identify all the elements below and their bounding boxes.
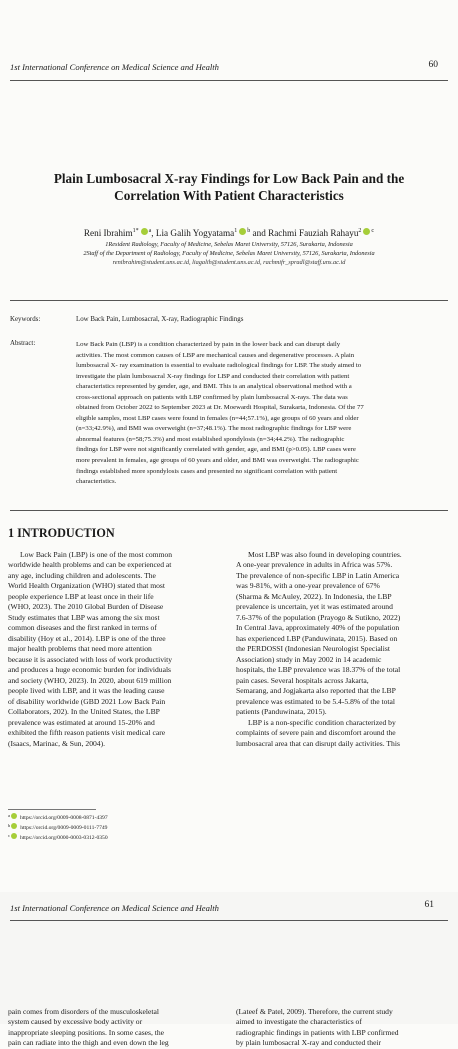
text-line: common diseases and the first ranked in terms of [8,623,157,633]
text-line: (Sharma & McAuley, 2022). In Indonesia, the LBP [236,591,392,601]
abstract-line: Low Back Pain (LBP) is a condition characterized by pain in the lower back and can disrupt daily [76,341,341,348]
abstract-line: investigate the plain lumbosacral X-ray findings for LBP and conducted their correlation with patient [76,372,350,380]
abstract-line: activities. The most common causes of LBP are mechanical causes and degenerative processes. A plain [76,351,355,359]
abstract-line: lumbosacral X- ray examination is essential to evaluate radiological findings for LBP. The study aimed to [76,362,362,370]
abstract-label: Abstract: [10,340,36,347]
text-line: prevalence is uncertain, yet it was estimated around [236,602,393,612]
text-line: was 9-81%, with a one-year prevalence of 67% [236,581,380,591]
divider [10,510,448,511]
header-rule [10,920,448,921]
page-number: 60 [428,60,438,70]
keywords-label: Keywords: [10,316,41,323]
divider [10,300,448,301]
text-line: prevalence was estimated to be 5.4-5.8% of the total [236,696,395,706]
conference-name: 1st International Conference on Medical Science and Health [10,903,219,913]
text-line: people experience LBP at least once in their life [8,591,154,601]
abstract-line: (n=33;42.9%), and BMI was overweight (n=37;48.1%). The most radiographic findings for LBP were [76,425,352,433]
orcid-icon[interactable] [239,228,246,235]
text-line: pain can radiate into the thigh and even down the leg [8,1038,169,1048]
conference-name: 1st International Conference on Medical Science and Health [10,62,219,72]
text-line: and produces a huge economic burden for individuals [8,665,172,675]
text-line: the PERDOSSI (Indonesian Neurologist Specialist [236,644,390,654]
text-line: Association) study in May 2002 in 14 academic [236,654,382,664]
section-heading: 1 INTRODUCTION [8,526,115,540]
left-column [8,550,219,749]
text-line: major health problems that need more attention [8,644,152,654]
text-line: and society (WHO, 2023). In 2020, about 619 million [8,675,172,685]
author: Rachmi Fauziah Rahayu$^2$ $^c$ [268,228,375,239]
abstract-line: abnormal features (n=58;75.3%) and most established spondylosis (n=34;44.2%). The radiographic [76,435,345,443]
footnote-a: $^a$ https://orcid.org/0009-0008-0871-4397 [8,813,108,821]
author-separator: and [250,228,269,239]
abstract-line: eligible samples, most LBP cases were found in females (n=44;57.1%), age groups of 60 years and older [76,414,359,422]
abstract-line: findings for LBP were not significantly correlated with gender, age, and BMI (p>0.05). LBP cases were [76,446,356,454]
text-line: Semarang, and Jogjakarta also reported that the LBP [236,686,396,696]
text-line: A one-year prevalence in adults in Africa was 57%. [236,560,393,570]
text-line: patients (Panduwinata, 2015). [236,707,327,717]
author-separator: , [151,228,156,239]
text-line: In Central Java, approximately 40% of the population [236,623,400,633]
footnote-rule [8,809,96,810]
text-line: aimed to investigate the characteristics of [236,1017,362,1027]
abstract-line: cross-sectional approach on patients with LBP confirmed by plain lumbosacral X-rays. The data was [76,393,348,401]
affiliation: 2Staff of the Department of Radiology, Faculty of Medicine, Sebelas Maret University, 57126, Surakarta, Indonesia [83,250,375,258]
abstract-line: more prevalent in females, age groups of 60 years and older, and BMI was overweight. The radiographic [76,457,359,465]
abstract-line: characteristics represented by gender, age, and BMI. This is an analytical observational method with a [76,383,352,391]
footnote-b: $^b$ https://orcid.org/0009-0009-0111-7749 [8,823,108,831]
orcid-link[interactable]: https://orcid.org/0009-0008-0871-4397 [19,815,108,821]
left-column [8,1007,219,1049]
title-line: Plain Lumbosacral X-ray Findings for Low Back Pain and the [53,171,405,186]
text-line: lumbosacral area that can disrupt daily activities. This [236,738,400,748]
text-line: The prevalence of non-specific LBP in Latin America [236,570,400,580]
text-line: because it is associated with loss of work productivity [8,654,173,664]
text-line: LBP is a non-specific condition characterized by [248,717,396,727]
text-line: Collaborators, 202). In the United States, the LBP [8,707,160,717]
orcid-icon [11,823,17,829]
text-line: pain cases. Several hospitals across Jakarta, [236,675,369,685]
text-line: 7.6-37% of the population (Prayogo & Sutikno, 2022) [236,612,401,622]
text-line: World Health Organization (WHO) stated that most [8,581,165,591]
orcid-link[interactable]: https://orcid.org/0009-0009-0111-7749 [20,825,108,831]
affiliations [14,240,444,268]
text-line: (Isaacs, Marinac, & Sun, 2004). [8,738,106,748]
affiliation: 1Resident Radiology, Faculty of Medicine, Sebelas Maret University, 57126, Surakarta, Indonesia [105,241,353,248]
abstract-line: characteristics. [76,478,117,486]
abstract-line: obtained from October 2022 to September 2023 at Dr. Moewardi Hospital, Surakarta, Indonesia. Of the 77 [76,404,364,412]
orcid-icon [11,813,17,819]
page-number: 61 [424,900,434,910]
text-line: has experienced LBP (Panduwinata, 2015). Based on [236,633,398,643]
running-header [10,903,219,913]
text-line: system caused by excessive body activity or [8,1017,143,1027]
text-line: inappropriate sleeping positions. In some cases, the [8,1027,165,1037]
keywords: Low Back Pain, Lumbosacral, X-ray, Radiographic Findings [76,316,244,323]
text-line: pain comes from disorders of the musculoskeletal [8,1007,159,1016]
text-line: worldwide health problems and can be experienced at [8,560,172,570]
text-line: (WHO, 2023). The 2010 Global Burden of Disease [8,602,164,612]
abstract [76,340,438,488]
text-line: radiographic findings in patients with LBP confirmed [236,1027,399,1037]
text-line: disability (Hoy et al., 2014). LBP is one of the three [8,633,166,643]
abstract-line: findings established more spondylosis cases and presented no significant correlation with patient [76,467,338,475]
right-column [236,550,442,749]
orcid-icon[interactable] [141,228,148,235]
text-line: prevalence was estimated at around 15-20% and [8,717,155,727]
orcid-link[interactable]: https://orcid.org/0000-0003-0312-0350 [19,835,108,841]
header-rule [10,80,448,81]
running-header [10,62,219,72]
text-line: Low Back Pain (LBP) is one of the most common [20,550,173,559]
orcid-icon [11,833,17,839]
text-line: exhibited the fifth reason patients visit medical care [8,728,166,738]
text-line: by plain lumbosacral X-ray and conducted their [236,1038,382,1048]
footnote-c: $^c$ https://orcid.org/0000-0003-0312-0350 [8,833,108,841]
right-column [236,1007,442,1049]
text-line: Study estimates that LBP was among the six most [8,612,160,622]
author-list [20,225,438,239]
text-line: any age, including children and adolescents. The [8,570,156,580]
title-line: Correlation With Patient Characteristics [114,188,344,203]
text-line: hospitals, the LBP prevalence was 18.37% of the total [236,665,401,675]
text-line: (Lateef & Patel, 2009). Therefore, the current study [236,1007,393,1016]
author: Reni Ibrahim$^{1*}$ $^a$ [83,228,152,239]
text-line: complaints of severe pain and discomfort around the [236,728,396,738]
author-emails[interactable]: renibrahim@student.uns.ac.id, liagalih@student.uns.ac.id, rachmifr_spradl@staff.uns.ac.id [112,259,346,267]
orcid-icon[interactable] [363,228,370,235]
author: Lia Galih Yogyatama$^1$ $^b$ [155,228,251,239]
text-line: of disability worldwide (GBD 2021 Low Back Pain [8,696,166,706]
text-line: Most LBP was also found in developing countries. [248,550,402,559]
paper-title [30,170,428,204]
text-line: people lived with LBP, and it was the leading cause [8,686,165,696]
